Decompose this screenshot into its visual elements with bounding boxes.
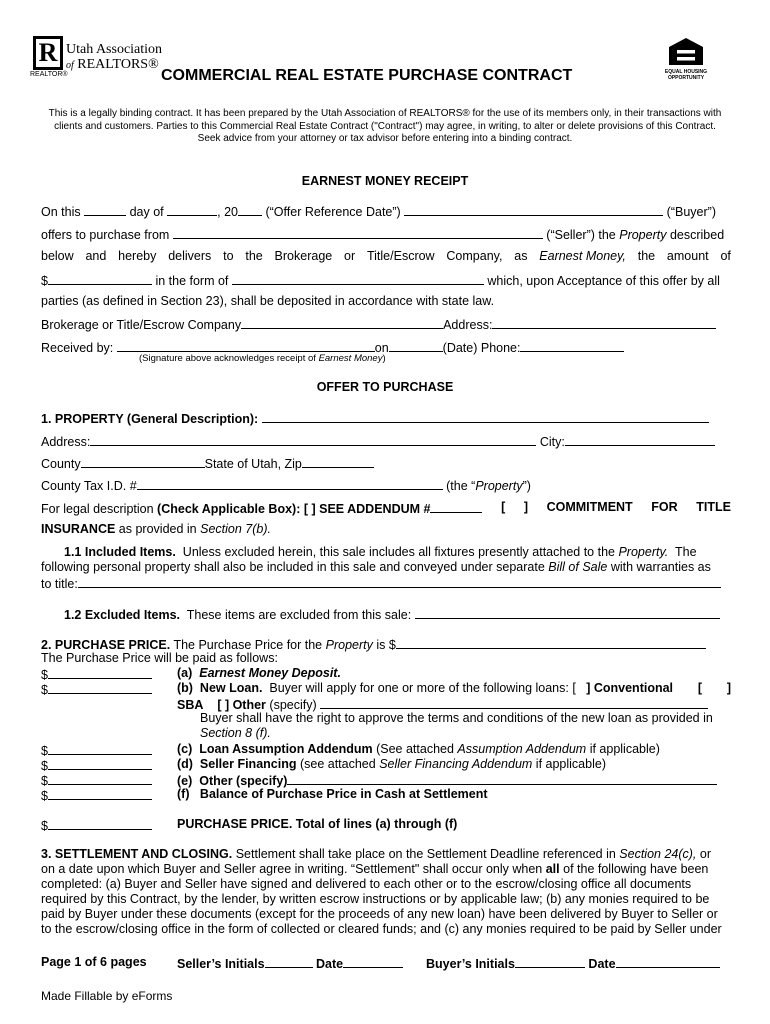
text: $ <box>41 274 48 288</box>
earnest-line-3 <box>41 249 731 263</box>
word: as <box>514 249 528 263</box>
text: INSURANCE <box>41 522 116 536</box>
text: Address: <box>41 435 91 449</box>
text: (“Buyer”) <box>666 205 716 219</box>
text: in the form of <box>155 274 229 288</box>
amount-c-field[interactable] <box>48 742 152 755</box>
text: Earnest Money Deposit. <box>199 666 341 680</box>
text: on <box>374 341 389 355</box>
logo-line2: REALTORS® <box>77 57 159 72</box>
intro-line3: Seek advice from your attorney or tax advisor before entering into a binding contract. <box>197 133 573 144</box>
word: the <box>245 249 263 263</box>
eho-line1: EQUAL HOUSING <box>664 69 708 75</box>
text: $ <box>41 759 48 773</box>
text: On this <box>41 205 81 219</box>
settlement-line-4: required by this Contract, by the lender, by written escrow instructions or by applicable law; (b) any monies required to be <box>41 892 710 906</box>
seller-initials-date-field[interactable] <box>343 955 403 968</box>
text: Balance of Purchase Price in Cash at Settlement <box>199 787 488 801</box>
amount-b <box>41 681 152 697</box>
text: County <box>41 457 81 471</box>
realtor-logo <box>33 36 63 70</box>
word: Company, <box>446 249 503 263</box>
text: is $ <box>376 638 396 652</box>
text: which, upon Acceptance of this offer by all <box>487 274 720 288</box>
word: the <box>637 249 656 263</box>
amount-e-field[interactable] <box>48 772 152 785</box>
text: offers to purchase from <box>41 228 170 242</box>
text: (e) <box>177 774 193 788</box>
text: These items are excluded from this sale: <box>186 608 412 622</box>
item-b <box>177 681 731 695</box>
excluded-line <box>64 606 754 622</box>
text: New Loan. <box>199 681 263 695</box>
logo-line2-wrap <box>66 57 159 73</box>
intro-line2: clients and customers. Parties to this Commercial Real Estate Contract ("Contract") may agree, in writing, to alter or delete provisions of this Contract. <box>54 121 716 132</box>
word: and <box>85 249 107 263</box>
legal-left <box>41 500 482 516</box>
addendum-number-field[interactable] <box>430 500 482 513</box>
address-line <box>41 433 731 449</box>
text: (d) <box>177 757 193 771</box>
text: Received by: <box>41 341 114 355</box>
property-description-field[interactable] <box>262 410 709 423</box>
included-line-3 <box>41 575 731 591</box>
text: (See attached <box>376 742 454 756</box>
month-field[interactable] <box>167 203 217 216</box>
text: $ <box>41 744 48 758</box>
text: Earnest Money <box>318 353 383 364</box>
earnest-line-1 <box>41 203 731 219</box>
logo-line1: Utah Association <box>66 42 163 57</box>
amount-total <box>41 817 152 833</box>
text: on a date upon which Buyer and Seller agree in writing. “Settlement" shall occur only when <box>41 862 543 876</box>
county-line <box>41 455 731 471</box>
seller-initials-group <box>177 955 403 971</box>
brokerage-field[interactable] <box>241 316 443 329</box>
text: Loan Assumption Addendum <box>199 742 373 756</box>
legal-line <box>41 500 731 516</box>
amount-e <box>41 772 152 788</box>
text: 3. SETTLEMENT AND CLOSING. <box>41 847 233 861</box>
text: (f) <box>177 787 190 801</box>
item-b-sba <box>177 696 708 712</box>
settlement-line-2 <box>41 862 731 876</box>
text: if applicable) <box>589 742 660 756</box>
text: Property <box>619 228 667 242</box>
text: 1.2 Excluded Items. <box>64 608 181 622</box>
text: Address: <box>443 318 493 332</box>
earnest-line-6 <box>41 316 731 332</box>
text: TITLE <box>696 500 731 514</box>
text: (specify) <box>269 698 317 712</box>
word: amount <box>666 249 709 263</box>
checkbox-bracket[interactable]: [ <box>501 500 506 514</box>
text: (the “ <box>446 479 476 493</box>
earnest-line-5: parties (as defined in Section 23), shall be deposited in accordance with state law. <box>41 294 495 308</box>
text: of the following have been <box>563 862 709 876</box>
amount-d <box>41 757 152 773</box>
seller-field[interactable] <box>173 226 543 239</box>
text: City: <box>539 435 565 449</box>
text: all <box>545 862 560 876</box>
amount-d-field[interactable] <box>48 757 152 770</box>
text: County Tax I.D. # <box>41 479 137 493</box>
conventional-checkbox[interactable]: ] Conventional <box>586 681 674 695</box>
property-city-field[interactable] <box>565 433 715 446</box>
word: delivers <box>168 249 212 263</box>
text: Date <box>588 957 616 971</box>
checkbox-bracket[interactable]: ] <box>523 500 528 514</box>
text: Buyer will apply for one or more of the following loans: [ <box>269 681 576 695</box>
document-title: COMMERCIAL REAL ESTATE PURCHASE CONTRACT <box>161 67 573 84</box>
text: $ <box>41 789 48 803</box>
intro-line1: This is a legally binding contract. It has been prepared by the Utah Association of REALTORS® for the use of its members only, in their transactions with <box>48 108 722 119</box>
text: 2. PURCHASE PRICE. <box>41 638 171 652</box>
sba-checkbox-label[interactable]: SBA <box>177 698 204 712</box>
text: to title: <box>41 577 78 591</box>
text: 1. PROPERTY (General Description): <box>41 412 259 426</box>
item-b-section: Section 8 (f). <box>200 726 271 740</box>
text: Property. <box>618 545 669 559</box>
text: ”) <box>522 479 531 493</box>
tax-line <box>41 477 731 493</box>
text: $ <box>41 683 48 697</box>
received-date-field[interactable] <box>389 339 443 352</box>
made-fillable: Made Fillable by eForms <box>41 989 173 1003</box>
settlement-line-3: completed: (a) Buyer and Seller have signed and delivered to each other or to the escrow/closing office all documents <box>41 877 692 891</box>
year-field[interactable] <box>238 203 262 216</box>
item-e <box>177 772 717 788</box>
text: Assumption Addendum <box>457 742 587 756</box>
equal-housing-icon <box>664 36 708 66</box>
text: ) <box>382 353 386 364</box>
checkbox-bracket[interactable]: ] <box>726 681 731 695</box>
word: or <box>344 249 356 263</box>
text: Seller’s Initials <box>177 957 265 971</box>
buyer-initials-group <box>426 955 720 971</box>
other-specify-field[interactable] <box>287 772 717 785</box>
day-field[interactable] <box>84 203 126 216</box>
equal-housing-logo <box>664 36 708 81</box>
text: Property <box>475 479 523 493</box>
county-field[interactable] <box>81 455 205 468</box>
earnest-line-4 <box>41 272 731 288</box>
text: described <box>669 228 725 242</box>
buyer-field[interactable] <box>404 203 663 216</box>
included-items-field[interactable] <box>78 575 721 588</box>
text: (Check Applicable Box): [ ] SEE ADDENDUM # <box>157 502 431 516</box>
text: Buyer’s Initials <box>426 957 515 971</box>
logo-realtor-mark: REALTOR® <box>30 71 68 78</box>
text: (“Offer Reference Date”) <box>265 205 401 219</box>
text: (Date) Phone: <box>442 341 521 355</box>
text: Date <box>316 957 344 971</box>
word: to <box>223 249 234 263</box>
word: hereby <box>118 249 157 263</box>
tax-id-field[interactable] <box>137 477 443 490</box>
text: day of <box>129 205 164 219</box>
earnest-form-field[interactable] <box>232 272 484 285</box>
word: of <box>720 249 731 263</box>
text: The <box>675 545 697 559</box>
text: as provided in <box>118 522 197 536</box>
text: COMMITMENT <box>546 500 633 514</box>
phone-field[interactable] <box>520 339 624 352</box>
item-f <box>177 787 488 801</box>
text: (a) <box>177 666 193 680</box>
text: (b) <box>177 681 193 695</box>
item-d <box>177 757 606 771</box>
item-c <box>177 742 660 756</box>
zip-field[interactable] <box>302 455 374 468</box>
excluded-items-field[interactable] <box>415 606 720 619</box>
eho-line2: OPPORTUNITY <box>667 75 705 81</box>
text: (c) <box>177 742 193 756</box>
brokerage-address-field[interactable] <box>492 316 716 329</box>
amount-b-field[interactable] <box>48 681 152 694</box>
text: Settlement shall take place on the Settlement Deadline referenced in <box>235 847 616 861</box>
other-checkbox[interactable]: [ ] Other <box>217 698 266 712</box>
purchase-price-line <box>41 636 731 652</box>
signature-note <box>139 353 386 364</box>
text: , 20 <box>217 205 238 219</box>
text: Property <box>325 638 373 652</box>
seller-initials-field[interactable] <box>265 955 313 968</box>
text: (Signature above acknowledges receipt of <box>139 353 316 364</box>
text: Section 7(b). <box>200 522 271 536</box>
text: Other (specify) <box>199 774 288 788</box>
text: 1.1 Included Items. <box>64 545 176 559</box>
earnest-heading: EARNEST MONEY RECEIPT <box>301 174 469 188</box>
earnest-amount-field[interactable] <box>48 272 152 285</box>
buyer-initials-field[interactable] <box>515 955 585 968</box>
included-line-1 <box>64 545 731 559</box>
other-loan-field[interactable] <box>320 696 708 709</box>
settlement-line-6: to the escrow/closing office in the form of collected or cleared funds; and (c) any monies required to be paid by Seller under <box>41 922 722 936</box>
paid-as-follows: The Purchase Price will be paid as follows: <box>41 651 278 665</box>
text: State of Utah, Zip <box>204 457 302 471</box>
insurance-line <box>41 522 731 536</box>
offer-heading: OFFER TO PURCHASE <box>316 380 454 394</box>
received-by-field[interactable] <box>117 339 375 352</box>
realtor-r-letter: R <box>38 38 58 67</box>
text: with warranties as <box>610 560 711 574</box>
text: (see attached <box>299 757 376 771</box>
word: Earnest Money, <box>539 249 626 263</box>
text: Brokerage or Title/Escrow Company <box>41 318 242 332</box>
text: if applicable) <box>535 757 606 771</box>
included-line-2 <box>41 560 731 574</box>
amount-f <box>41 787 152 803</box>
purchase-price-field[interactable] <box>396 636 706 649</box>
settlement-line-5: paid by Buyer under these documents (except for the proceeds of any new loan) have been delivered by Buyer to Seller or <box>41 907 718 921</box>
logo-of: of <box>66 60 74 71</box>
checkbox-bracket[interactable]: [ <box>697 681 703 695</box>
page-number: Page 1 of 6 pages <box>41 955 147 969</box>
word: below <box>41 249 74 263</box>
text: $ <box>41 819 48 833</box>
text: The Purchase Price for the <box>173 638 323 652</box>
settlement-line-1 <box>41 847 731 861</box>
text: Unless excluded herein, this sale includes all fixtures presently attached to the <box>182 545 615 559</box>
text: $ <box>41 774 48 788</box>
text: Bill of Sale <box>548 560 608 574</box>
buyer-initials-date-field[interactable] <box>616 955 720 968</box>
word: Title/Escrow <box>366 249 435 263</box>
text: Section 24(c), <box>619 847 697 861</box>
earnest-line-2 <box>41 226 731 242</box>
amount-c <box>41 742 152 758</box>
amount-a <box>41 666 152 682</box>
item-b-approve: Buyer shall have the right to approve the terms and conditions of the new loan as provided in <box>200 711 713 725</box>
text: following personal property shall also be included in this sale and conveyed under separate <box>41 560 545 574</box>
amount-total-field[interactable] <box>48 817 152 830</box>
text: or <box>699 847 712 861</box>
property-address-field[interactable] <box>90 433 536 446</box>
total-label: PURCHASE PRICE. Total of lines (a) through (f) <box>177 817 458 831</box>
property-line <box>41 410 731 426</box>
amount-a-field[interactable] <box>48 666 152 679</box>
text: For legal description <box>41 502 154 516</box>
text: (“Seller”) the <box>546 228 616 242</box>
text: $ <box>41 668 48 682</box>
text: FOR <box>651 500 678 514</box>
item-a <box>177 666 341 680</box>
amount-f-field[interactable] <box>48 787 152 800</box>
word: Brokerage <box>274 249 333 263</box>
text: Seller Financing <box>199 757 297 771</box>
text: Seller Financing Addendum <box>379 757 533 771</box>
